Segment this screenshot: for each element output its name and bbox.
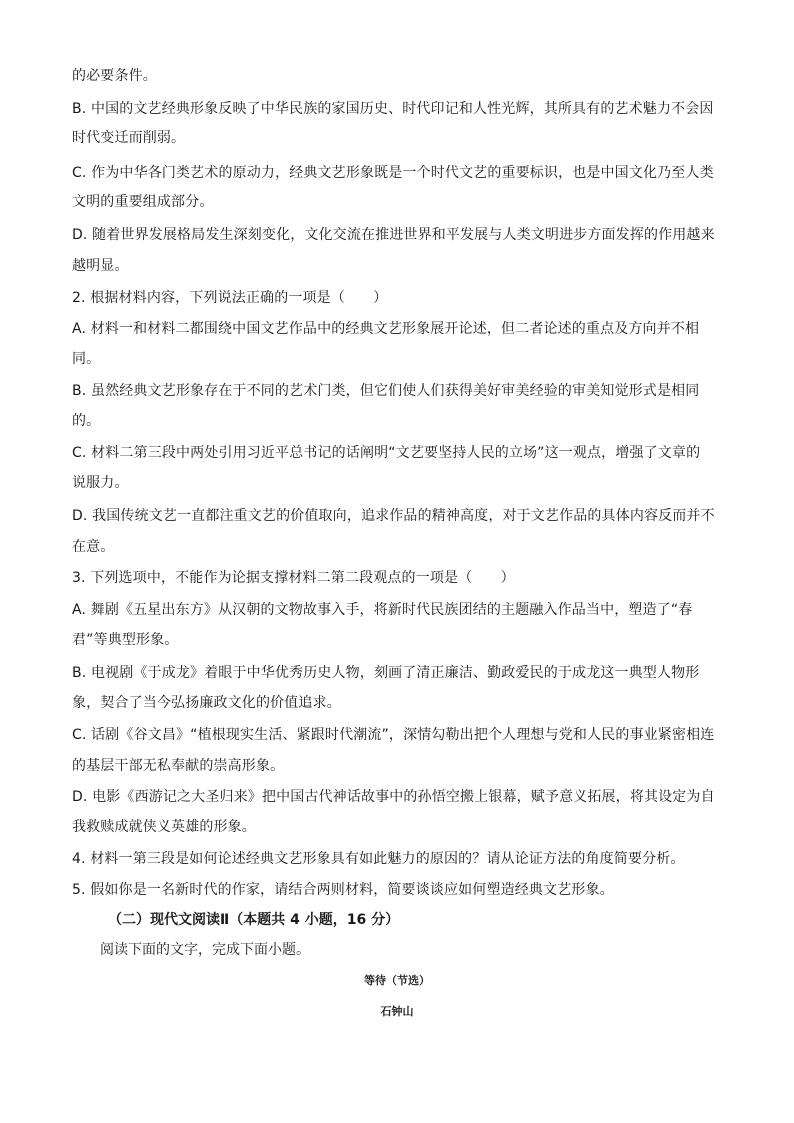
article-author: 石钟山 (380, 1005, 414, 1018)
text-line: B. 虽然经典文艺形象存在于不同的艺术门类，但它们使人们获得美好审美经验的审美知觉形式是相同 (72, 383, 700, 399)
text-line: 的。 (72, 413, 101, 429)
text-line: C. 材料二第三段中两处引用习近平总书记的话阐明“文艺要坚持人民的立场”这一观点，增强了文章的 (72, 445, 701, 461)
text-line: 的基层干部无私奉献的崇高形象。 (72, 758, 285, 774)
text-line: B. 中国的文艺经典形象反映了中华民族的家国历史、时代印记和人性光辉，其所具有的艺术魅力不会因 (72, 101, 714, 117)
section-heading: （二）现代文阅读Ⅱ（本题共 4 小题，16 分） (108, 912, 400, 928)
text-line: 在意。 (72, 539, 115, 555)
article-title: 等待（节选） (364, 974, 430, 987)
text-line: B. 电视剧《于成龙》着眼于中华优秀历史人物，刻画了清正廉洁、勤政爱民的于成龙这一典型人物形 (72, 665, 700, 681)
text-line: 文明的重要组成部分。 (72, 194, 214, 210)
text-line: C. 作为中华各门类艺术的原动力，经典文艺形象既是一个时代文艺的重要标识，也是中国文化乃至人类 (72, 165, 714, 181)
text-line: 同。 (72, 351, 101, 367)
reading-instruction: 阅读下面的文字，完成下面小题。 (100, 942, 310, 958)
text-line: D. 我国传统文艺一直都注重文艺的价值取向，追求作品的精神高度，对于文艺作品的具体内容反而并不 (72, 508, 715, 524)
text-line: 说服力。 (72, 475, 129, 491)
text-line: 象，契合了当今弘扬廉政文化的价值追求。 (72, 695, 341, 711)
text-line: 5. 假如你是一名新时代的作家，请结合两则材料，简要谈谈应如何塑造经典文艺形象。 (72, 882, 614, 898)
text-line: 越明显。 (72, 258, 129, 274)
text-line: 时代变迁而削弱。 (72, 130, 186, 146)
text-line: C. 话剧《谷文昌》“植根现实生活、紧跟时代潮流”，深情勾勒出把个人理想与党和人民的事业紧密相连 (72, 727, 715, 743)
text-line: 的必要条件。 (72, 68, 157, 84)
text-line: 我救赎成就侠义英雄的形象。 (72, 819, 256, 835)
text-line: D. 随着世界发展格局发生深刻变化，文化交流在推进世界和平发展与人类文明进步方面发挥的作用越来 (72, 227, 715, 243)
text-line: 4. 材料一第三段是如何论述经典文艺形象具有如此魅力的原因的？请从论证方法的角度简要分析。 (72, 851, 685, 867)
text-line: 3. 下列选项中，不能作为论据支撑材料二第二段观点的一项是（ ） (72, 570, 515, 586)
text-line: A. 舞剧《五星出东方》从汉朝的文物故事入手，将新时代民族团结的主题融入作品当中，塑造了“春 (72, 602, 693, 618)
text-line: 君”等典型形象。 (72, 632, 179, 648)
text-line: D. 电影《西游记之大圣归来》把中国古代神话故事中的孙悟空搬上银幕，赋予意义拓展，将其设定为自 (72, 789, 715, 805)
text-line: 2. 根据材料内容，下列说法正确的一项是（ ） (72, 290, 388, 306)
text-line: A. 材料一和材料二都围绕中国文艺作品中的经典文艺形象展开论述，但二者论述的重点及方向并不相 (72, 321, 700, 337)
